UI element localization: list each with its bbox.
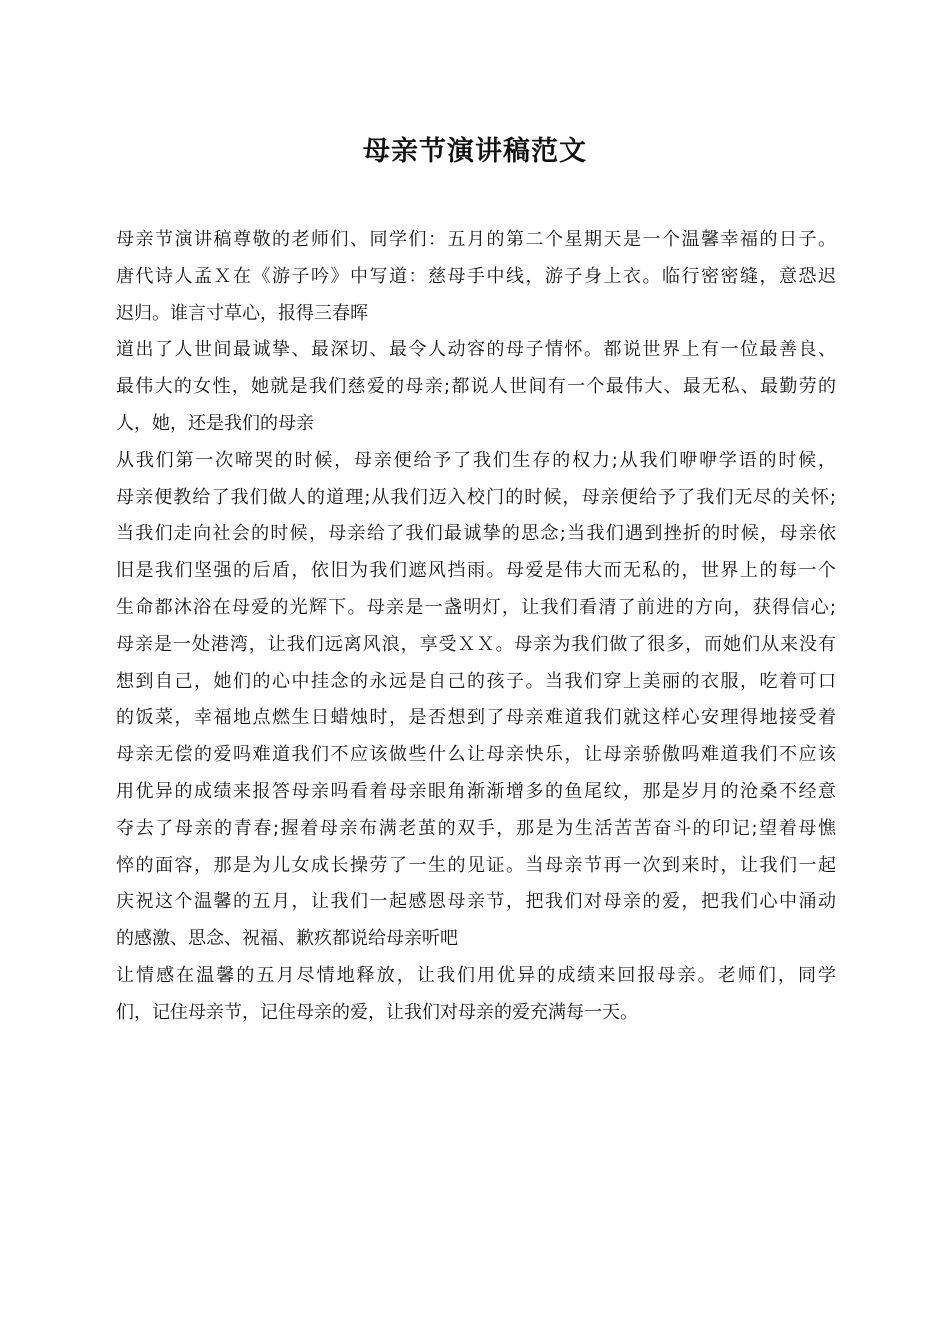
text-line: 母亲节演讲稿尊敬的老师们、同学们：五月的第二个星期天是一个温馨幸福的日子。: [116, 229, 836, 250]
text-line: 迟归。谁言寸草心，报得三春晖: [116, 302, 368, 324]
text-line: 当我们走向社会的时候，母亲给了我们最诚挚的思念;当我们遇到挫折的时候，母亲依: [116, 523, 836, 545]
text-line: 庆祝这个温馨的五月，让我们一起感恩母亲节，把我们对母亲的爱，把我们心中涌动: [116, 891, 836, 913]
text-line: 生命都沐浴在母爱的光辉下。母亲是一盏明灯，让我们看清了前进的方向，获得信心;: [116, 596, 836, 618]
text-line: 母亲无偿的爱吗难道我们不应该做些什么让母亲快乐，让母亲骄傲吗难道我们不应该: [116, 744, 836, 766]
text-line: 从我们第一次啼哭的时候，母亲便给予了我们生存的权力;从我们咿咿学语的时候，: [116, 449, 836, 471]
text-line: 旧是我们坚强的后盾，依旧为我们遮风挡雨。母爱是伟大而无私的，世界上的每一个: [116, 560, 836, 582]
text-line: 最伟大的女性，她就是我们慈爱的母亲;都说人世间有一个最伟大、最无私、最勤劳的: [116, 376, 836, 398]
paragraph-4: [116, 958, 836, 1032]
document-title: 母亲节演讲稿范文: [363, 136, 587, 167]
text-line: 母亲是一处港湾，让我们远离风浪，享受ＸＸ。母亲为我们做了很多，而她们从来没有: [116, 633, 836, 655]
text-line: 用优异的成绩来报答母亲吗看着母亲眼角渐渐增多的鱼尾纹，那是岁月的沧桑不经意: [116, 780, 836, 802]
text-line: 们，记住母亲节，记住母亲的爱，让我们对母亲的爱充满每一天。: [116, 1001, 638, 1023]
paragraph-3: [116, 443, 836, 958]
text-line: 道出了人世间最诚挚、最深切、最令人动容的母子情怀。都说世界上有一位最善良、: [116, 339, 836, 361]
text-line: 夺去了母亲的青春;握着母亲布满老茧的双手，那是为生活苦苦奋斗的印记;望着母憔: [116, 817, 836, 839]
text-line: 唐代诗人孟Ｘ在《游子吟》中写道：慈母手中线，游子身上衣。临行密密缝，意恐迟: [116, 265, 836, 287]
text-line: 想到自己，她们的心中挂念的永远是自己的孩子。当我们穿上美丽的衣服，吃着可口: [116, 670, 836, 692]
text-line: 让情感在温馨的五月尽情地释放，让我们用优异的成绩来回报母亲。老师们，同学: [116, 964, 836, 986]
text-line: 的饭菜，幸福地点燃生日蜡烛时，是否想到了母亲难道我们就这样心安理得地接受着: [116, 707, 836, 729]
paragraph-1: [116, 222, 836, 332]
paragraph-2: [116, 332, 836, 442]
text-line: 人，她，还是我们的母亲: [116, 412, 314, 434]
text-line: 悴的面容，那是为儿女成长操劳了一生的见证。当母亲节再一次到来时，让我们一起: [116, 854, 836, 876]
document-body: [116, 222, 836, 1032]
text-line: 母亲便教给了我们做人的道理;从我们迈入校门的时候，母亲便给予了我们无尽的关怀;: [116, 486, 836, 508]
text-line: 的感激、思念、祝福、歉疚都说给母亲听吧: [116, 928, 458, 950]
